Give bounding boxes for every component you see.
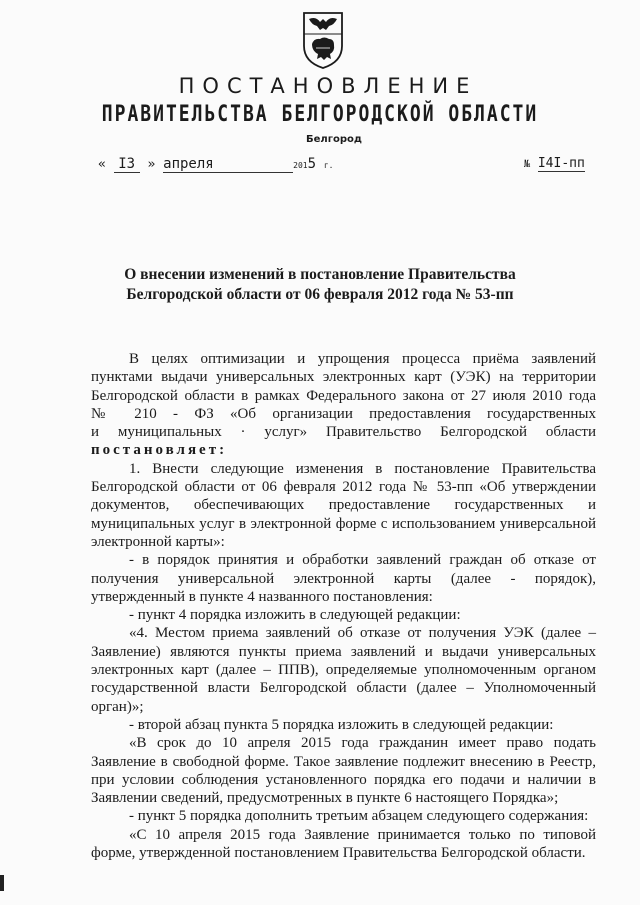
body-line: - второй абзац пункта 5 порядка изложить в следующей редакции: — [129, 716, 554, 733]
body-line: № 210 - ФЗ «Об организации предоставления государственных — [91, 405, 596, 422]
body-line: при условии соблюдения установленного порядка его подачи и наличии в — [91, 771, 596, 788]
date-year-unit: г. — [323, 161, 334, 170]
title-line: Белгородской области от 06 февраля 2012 года № 53-пп — [126, 286, 514, 303]
body-line: В целях оптимизации и упрощения процесса приёма заявлений — [129, 351, 596, 367]
date-day: I3 — [114, 156, 140, 173]
body-line: Заявлении сведений, предусмотренных в пункте 6 настоящего Порядка»; — [91, 790, 559, 807]
body-line: «4. Местом приема заявлений об отказе от получения УЭК (далее – — [129, 625, 596, 642]
document-number — [524, 156, 585, 171]
body-line: Белгородской области от 06 февраля 2012 года № 53-пп «Об утверждении — [91, 479, 596, 496]
body-line: государственной власти Белгородской области (далее – Уполномоченный — [91, 680, 596, 697]
title-line: О внесении изменений в постановление Правительства — [124, 266, 516, 283]
body-line: электронной карты»: — [91, 533, 225, 550]
number-value: I4I-пп — [537, 156, 585, 171]
body-line: Заявление в свободной форме. Такое заявление подлежит внесению в Реестр, — [91, 753, 596, 770]
body-line: и муниципальных · услуг» Правительство Белгородской области — [91, 424, 596, 441]
body-line: Белгородской области в рамках Федерального закона от 27 июля 2010 года — [91, 387, 596, 404]
document-title — [80, 265, 560, 305]
city-name: Белгород — [306, 134, 362, 145]
body-line: получения универсальной электронной карты (далее - порядок), — [91, 570, 596, 587]
body-line: орган)»; — [91, 698, 144, 715]
body-line: - пункт 4 порядка изложить в следующей редакции: — [129, 607, 461, 624]
date-year-prefix: 201 — [293, 161, 308, 170]
document-date — [98, 156, 334, 173]
date-open-quote: « — [98, 157, 106, 172]
date-month: апреля — [163, 156, 293, 173]
body-line: - в порядок принятия и обработки заявлений граждан об отказе от — [129, 552, 596, 569]
date-year-suffix: 5 — [307, 156, 317, 172]
document-body — [91, 350, 596, 862]
issuing-authority: ПРАВИТЕЛЬСТВА БЕЛГОРОДСКОЙ ОБЛАСТИ — [101, 101, 539, 128]
body-line: электронных карт (далее – ППВ), определяемые уполномоченным органом — [91, 662, 596, 679]
body-line: - пункт 5 порядка дополнить третьим абзацем следующего содержания: — [129, 808, 589, 825]
body-line: «С 10 апреля 2015 года Заявление принимается только по типовой — [129, 826, 596, 843]
body-line: Заявление) являются пункты приема заявлений и выдачи универсальных — [91, 643, 596, 660]
body-line: «В срок до 10 апреля 2015 года гражданин имеет право подать — [129, 735, 596, 752]
decree-word: постановляет: — [91, 442, 228, 459]
number-label: № — [524, 159, 531, 170]
body-line: форме, утвержденной постановлением Правительства Белгородской области. — [91, 845, 586, 862]
body-line: 1. Внести следующие изменения в постановление Правительства — [129, 460, 596, 477]
date-close-quote: » — [147, 157, 156, 172]
scan-edge-mark — [0, 875, 4, 891]
body-line: муниципальных услуг в электронной форме с использованием универсальной — [91, 515, 596, 532]
body-line: утвержденный в пункте 4 названного постановления: — [91, 588, 433, 605]
document-type-heading: ПОСТАНОВЛЕНИЕ — [178, 74, 478, 98]
body-line: документов, обеспечивающих предоставление государственных и — [91, 497, 596, 514]
body-line: пунктами выдачи универсальных электронных карт (УЭК) на территории — [91, 369, 596, 386]
coat-of-arms-emblem — [300, 10, 346, 70]
